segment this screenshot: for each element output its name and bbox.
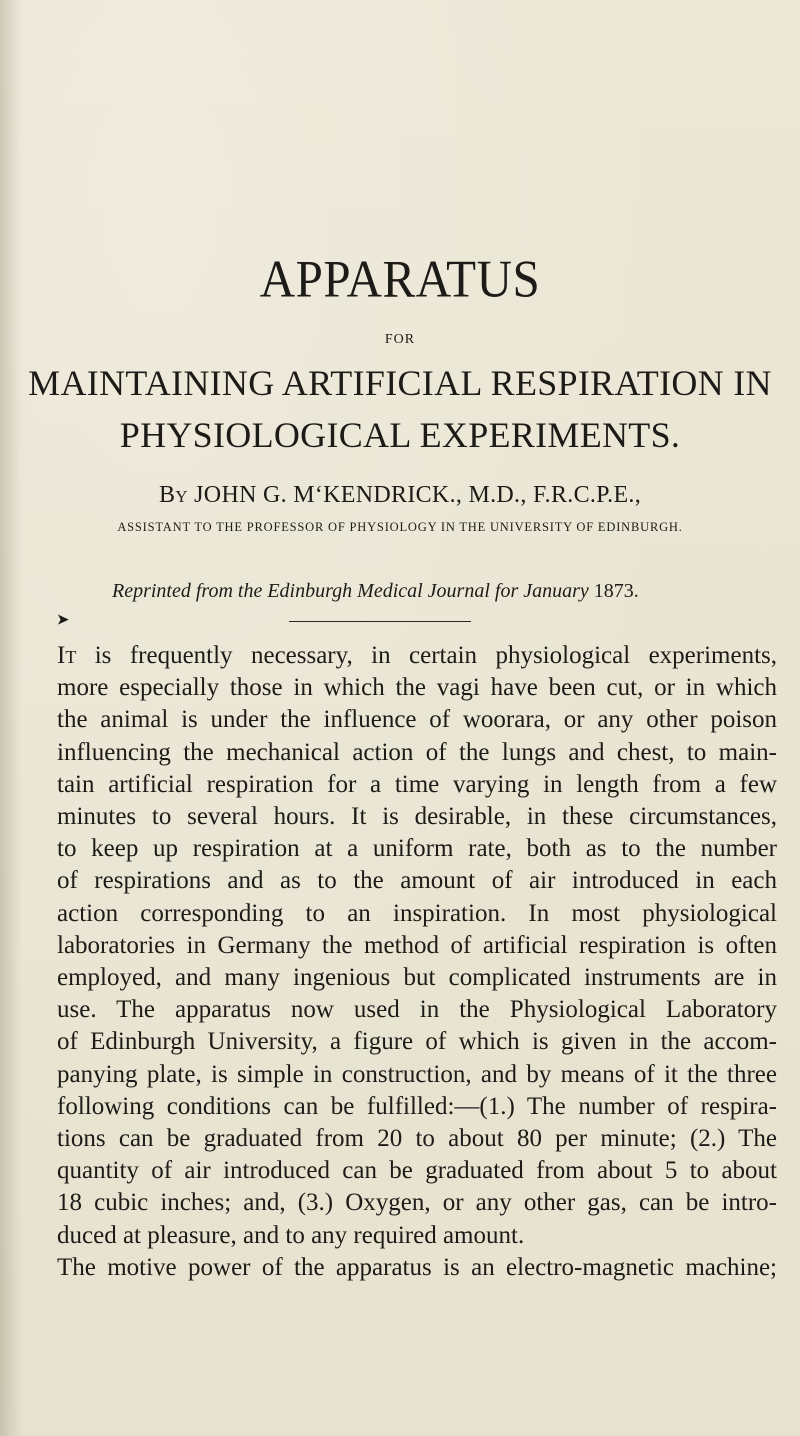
reprint-source: Reprinted from the Edinburgh Medical Journal for January xyxy=(112,580,589,602)
body-line: panying plate, is simple in construction, and by means of it the three xyxy=(57,1060,777,1088)
body-line: tions can be graduated from 20 to about 80 per minute; (2.) The xyxy=(57,1125,777,1153)
author-name: JOHN G. M‘KENDRICK., M.D., F.R.C.P.E., xyxy=(194,482,642,508)
body-line: to keep up respiration at a uniform rate, both as to the number xyxy=(57,835,777,863)
byline-prefix: By xyxy=(158,482,188,508)
body-line: of Edinburgh University, a figure of which is given in the accom- xyxy=(57,1028,777,1056)
body-line: employed, and many ingenious but complicated instruments are in xyxy=(57,964,777,992)
document-title: APPARATUS xyxy=(259,248,541,309)
body-line: minutes to several hours. It is desirable, in these circumstances, xyxy=(57,803,777,831)
body-line: following conditions can be fulfilled:—(1.) The number of respira- xyxy=(57,1092,777,1120)
subtitle-line-2: PHYSIOLOGICAL EXPERIMENTS. xyxy=(119,415,681,455)
section-rule xyxy=(289,621,471,622)
body-line: the animal is under the influence of woorara, or any other poison xyxy=(57,706,777,734)
body-line: quantity of air introduced can be graduated from about 5 to about xyxy=(57,1157,777,1185)
body-line: laboratories in Germany the method of artificial respiration is often xyxy=(57,931,777,959)
body-line: more especially those in which the vagi have been cut, or in which xyxy=(57,674,777,702)
reprint-note xyxy=(112,580,639,603)
body-line: action corresponding to an inspiration. In most physiological xyxy=(57,899,777,927)
body-line: of respirations and as to the amount of air introduced in each xyxy=(57,867,777,895)
reprint-year: 1873. xyxy=(593,580,639,602)
body-line: It is frequently necessary, in certain physiological experiments, xyxy=(57,642,777,669)
body-line: use. The apparatus now used in the Physiological Laboratory xyxy=(57,996,777,1024)
title-connector: FOR xyxy=(384,332,416,347)
body-line: influencing the mechanical action of the lungs and chest, to main- xyxy=(57,738,777,766)
opening-word: It xyxy=(57,642,77,669)
body-line: duced at pleasure, and to any required amount. xyxy=(57,1221,525,1249)
author-affiliation: ASSISTANT TO THE PROFESSOR OF PHYSIOLOGY IN THE UNIVERSITY OF EDINBURGH. xyxy=(117,520,683,534)
page-edge-shadow xyxy=(0,0,22,1436)
printer-mark: ➤ xyxy=(57,613,69,628)
body-line: 18 cubic inches; and, (3.) Oxygen, or any other gas, can be intro- xyxy=(57,1189,777,1217)
body-line: tain artificial respiration for a time varying in length from a few xyxy=(57,770,777,798)
subtitle-line-1: MAINTAINING ARTIFICIAL RESPIRATION IN xyxy=(28,363,772,403)
author-byline xyxy=(0,482,800,509)
body-line: The motive power of the apparatus is an electro-magnetic machine; xyxy=(57,1253,777,1281)
body-paragraph xyxy=(57,640,777,1284)
